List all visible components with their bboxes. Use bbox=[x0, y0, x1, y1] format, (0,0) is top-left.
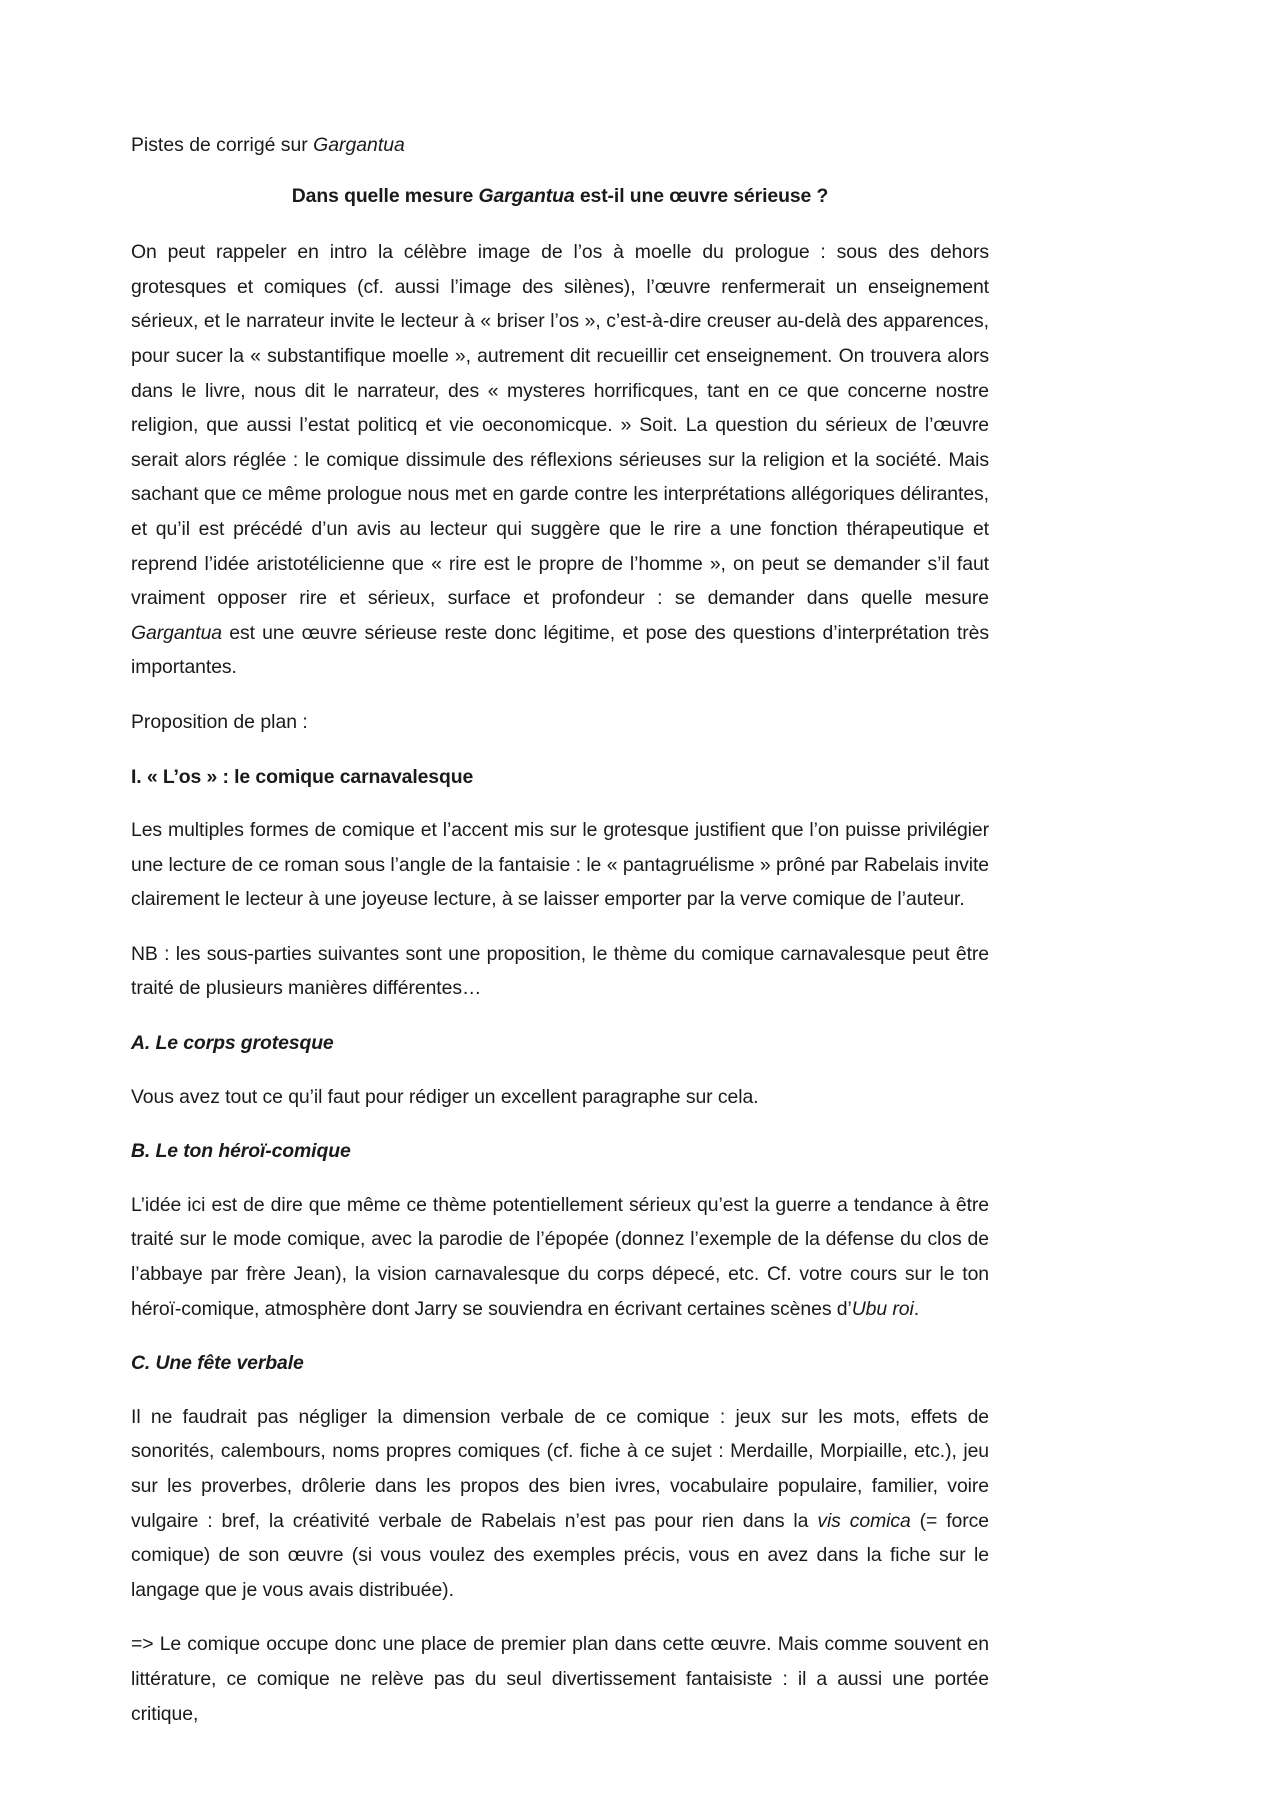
intro-paragraph-tail: est une œuvre sérieuse reste donc légitime, et pose des questions d’interprétation très importantes. bbox=[131, 621, 989, 679]
section-1-paragraph: Les multiples formes de comique et l’accent mis sur le grotesque justifient que l’on puisse privilégier une lecture de ce roman sous l’angle de la fantaisie : le « pantagruélisme » prôné par Rabelais invite clairement le lecteur à une joyeuse lecture, à se laisser emporter par la verve comique de l’auteur. bbox=[131, 819, 989, 911]
conclusion-paragraph: => Le comique occupe donc une place de premier plan dans cette œuvre. Mais comme souvent en littérature, ce comique ne relève pas du seul divertissement fantaisiste : il a aussi une portée critique, bbox=[131, 1633, 989, 1725]
document-body bbox=[131, 128, 989, 1731]
intro-paragraph bbox=[131, 235, 989, 685]
intro-paragraph-work-title: Gargantua bbox=[131, 621, 223, 644]
subsection-b-tail: . bbox=[913, 1297, 920, 1320]
subsection-b-paragraph bbox=[131, 1188, 989, 1326]
intro-paragraph-text: On peut rappeler en intro la célèbre image de l’os à moelle du prologue : sous des dehors grotesques et comiques (cf. aussi l’image des silènes), l’œuvre renfermerait un enseignement sérieux, et le narrateur invite le lecteur à « briser l’os », c’est-à-dire creuser au-delà des apparences, pour sucer la « substantifique moelle », autrement dit recueillir cet enseignement. On trouvera alors dans le livre, nous dit le narrateur, des « mysteres horrificques, tant en ce que concerne nostre religion, que aussi l’estat politicq et vie oeconomicque. » Soit. La question du sérieux de l’œuvre serait alors réglée : le comique dissimule des réflexions sérieuses sur la religion et la société. Mais sachant que ce même prologue nous met en garde contre les interprétations allégoriques délirantes, et qu’il est précédé d’un avis au lecteur qui suggère que le rire a une fonction thérapeutique et reprend l’idée aristotélicienne que « rire est le propre de l’homme », on peut se demander s’il faut vraiment opposer rire et sérieux, surface et profondeur : se demander dans quelle mesure bbox=[131, 241, 989, 610]
subsection-c-tail: (= force comique) de son œuvre (si vous voulez des exemples précis, vous en avez dans la fiche sur le langage que je vous avais distribuée). bbox=[131, 1509, 989, 1601]
document-header-line bbox=[131, 128, 989, 163]
subsection-b-text: L’idée ici est de dire que même ce thème potentiellement sérieux qu’est la guerre a tendance à être traité sur le mode comique, avec la parodie de l’épopée (donnez l’exemple de la défense du clos de l’abbaye par frère Jean), la vision carnavalesque du corps dépecé, etc. Cf. votre cours sur le ton héroï-comique, atmosphère dont Jarry se souviendra en écrivant certaines scènes d’ bbox=[131, 1193, 989, 1320]
subsection-heading-c: C. Une fête verbale bbox=[131, 1352, 304, 1375]
section-1-note: NB : les sous-parties suivantes sont une proposition, le thème du comique carnavalesque peut être traité de plusieurs manières différentes… bbox=[131, 942, 989, 1000]
section-heading-1: I. « L’os » : le comique carnavalesque bbox=[131, 765, 474, 788]
title-part-1: Dans quelle mesure bbox=[291, 184, 479, 207]
subsection-heading-a: A. Le corps grotesque bbox=[131, 1032, 334, 1055]
subsection-heading-b: B. Le ton héroï-comique bbox=[131, 1140, 351, 1163]
header-line-text: Pistes de corrigé sur bbox=[131, 134, 314, 156]
subsection-c-text: Il ne faudrait pas négliger la dimension verbale de ce comique : jeux sur les mots, effets de sonorités, calembours, noms propres comiques (cf. fiche à ce sujet : Merdaille, Morpiaille, etc.), jeu sur les proverbes, drôlerie dans les propos des bien ivres, vocabulaire populaire, familier, voire vulgaire : bref, la créativité verbale de Rabelais n’est pas pour rien dans la bbox=[131, 1405, 989, 1532]
plan-label: Proposition de plan : bbox=[131, 710, 308, 733]
page-title bbox=[131, 179, 989, 214]
subsection-b-work-title: Ubu roi bbox=[851, 1297, 914, 1320]
header-line-work-title: Gargantua bbox=[313, 134, 405, 156]
subsection-c-paragraph bbox=[131, 1400, 989, 1608]
subsection-c-latin-term: vis comica bbox=[817, 1509, 911, 1532]
title-part-2: est-il une œuvre sérieuse ? bbox=[574, 184, 829, 207]
title-work-name: Gargantua bbox=[478, 184, 575, 207]
subsection-a-paragraph: Vous avez tout ce qu’il faut pour rédiger un excellent paragraphe sur cela. bbox=[131, 1085, 759, 1108]
